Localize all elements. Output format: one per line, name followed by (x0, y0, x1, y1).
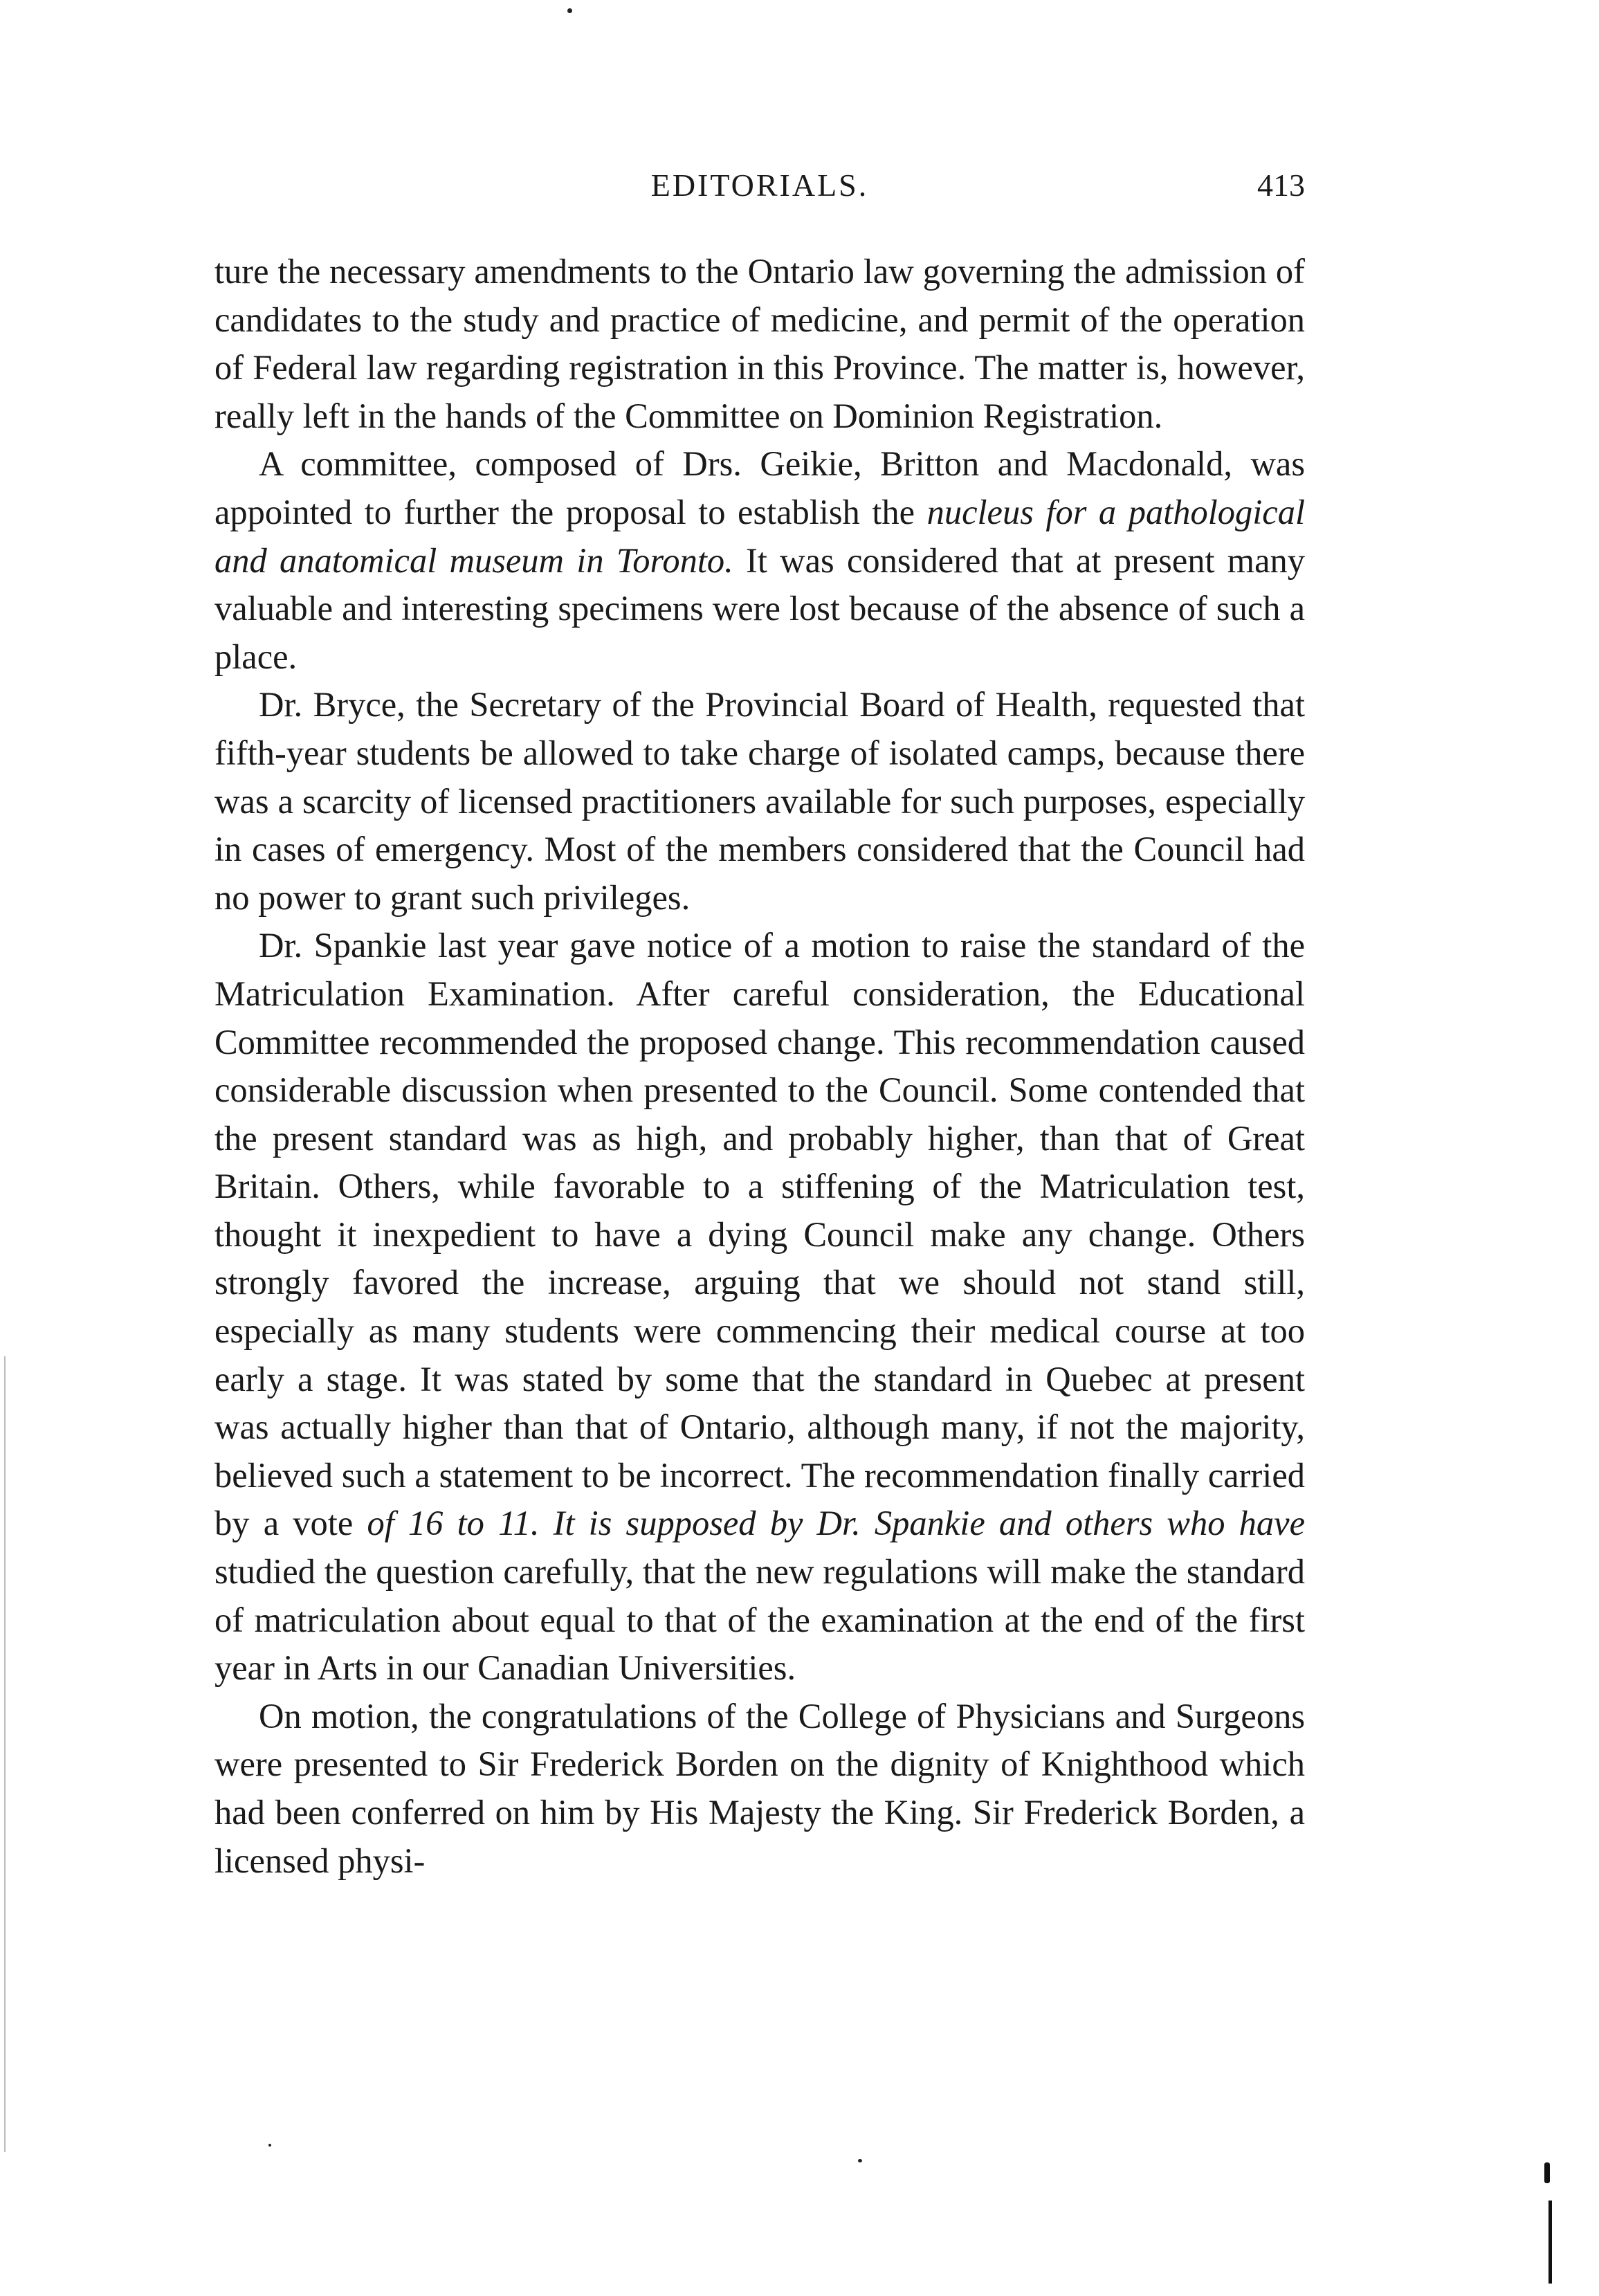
scan-edge-mark (1544, 2162, 1550, 2183)
italic-text: nucleus for a pathological and anatomical museum in Toronto. (214, 492, 1305, 580)
paragraph-text: A committee, composed of Drs. Geikie, Britton and Macdonald, was appointed to further the proposal to establish the (214, 444, 1305, 531)
scan-edge-mark (1548, 2201, 1552, 2284)
paragraph-matriculation (214, 922, 1305, 1693)
running-head: EDITORIALS. (650, 167, 869, 203)
paragraph-museum-committee (214, 440, 1305, 681)
body-text (214, 248, 1305, 1885)
paragraph-text: Dr. Spankie last year gave notice of a motion to raise the standard of the Matriculation Examination. After careful consideration, the Educational Committee recommended the proposed change. This recommendation caused considerable discussion when presented to the Council. Some contended that the present standard was as high, and probably higher, than that of Great Britain. Others, while favorable to a stiffening of the Matriculation test, thought it inexpedient to have a dying Council make any change. Others strongly favored the increase, arguing that we should not stand still, especially as many students were commencing their medical course at too early a stage. It was stated by some that the standard in Quebec at present was actually higher than that of Ontario, although many, if not the majority, believed such a statement to be incorrect. The recommendation finally carried by a vote (214, 926, 1305, 1543)
scan-edge-mark (4, 1356, 6, 2152)
print-speck (268, 2144, 271, 2147)
print-speck (858, 2159, 862, 2162)
page-number: 413 (1257, 167, 1305, 203)
paragraph-text: On motion, the congratulations of the College of Physicians and Surgeons were presented to Sir Frederick Borden on the dignity of Knighthood which had been conferred on him by His Majesty the King. Sir Frederick Borden, a licensed physi- (214, 1696, 1305, 1880)
print-speck (567, 8, 572, 13)
italic-text: of 16 to 11. It is supposed by Dr. Spankie and others who have (367, 1504, 1306, 1543)
paragraph-text: studied the question carefully, that the new regulations will make the standard of matriculation about equal to that of the examination at the end of the first year in Arts in our Canadian Universities. (214, 1552, 1305, 1688)
paragraph-text: ture the necessary amendments to the Ontario law governing the admission of candidates to the study and practice of medicine, and permit of the operation of Federal law regarding registration in this Province. The matter is, however, really left in the hands of the Committee on Dominion Registration. (214, 252, 1305, 435)
paragraph-text: It was considered that at present many valuable and interesting specimens were lost because of the absence of such a place. (214, 540, 1305, 676)
paragraph-text: Dr. Bryce, the Secretary of the Provincial Board of Health, requested that fifth-year students be allowed to take charge of isolated camps, because there was a scarcity of licensed practitioners available for such purposes, especially in cases of emergency. Most of the members considered that the Council had no power to grant such privileges. (214, 685, 1305, 917)
paragraph-registration (214, 248, 1305, 440)
paragraph-fifth-year-students (214, 681, 1305, 922)
page-header (214, 165, 1305, 213)
paragraph-knighthood (214, 1693, 1305, 1885)
